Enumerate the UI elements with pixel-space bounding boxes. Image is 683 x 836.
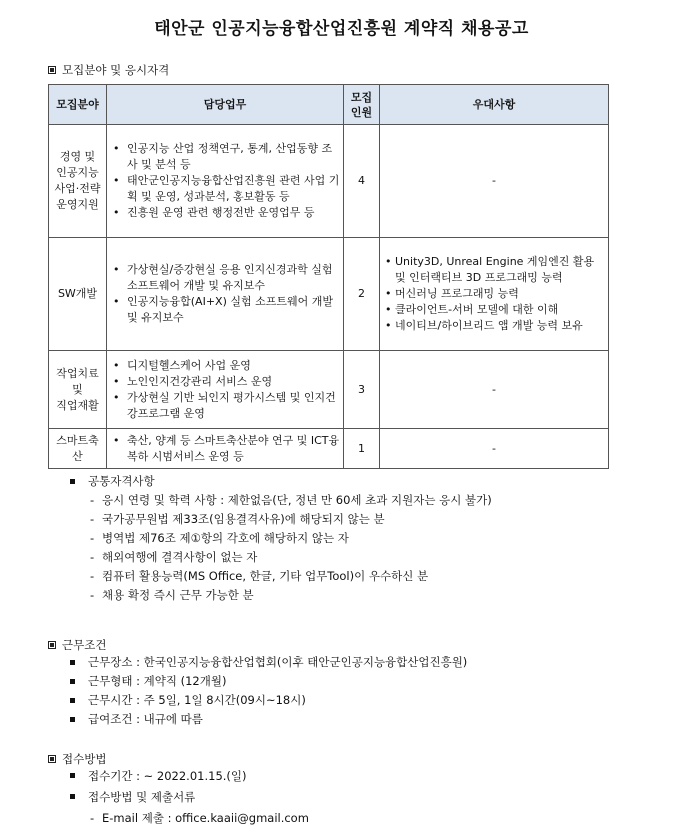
table-row xyxy=(49,125,609,238)
application-list xyxy=(68,766,668,829)
section-label: 근무조건 xyxy=(62,638,107,652)
duty-item: • 디지털헬스케어 사업 운영 xyxy=(110,358,340,374)
preference-cell: - xyxy=(380,125,609,238)
table-row xyxy=(49,238,609,351)
field-cell: 스마트축 산 xyxy=(49,429,107,469)
list-item: 급여조건 : 내규에 따름 xyxy=(68,710,668,729)
field-cell: 작업치료 및 직업재활 xyxy=(49,351,107,429)
preference-item: • 머신러닝 프로그래밍 능력 xyxy=(383,286,605,302)
count-cell: 3 xyxy=(344,351,380,429)
list-item: - 국가공무원법 제33조(임용결격사유)에 해당되지 않는 분 xyxy=(88,510,668,529)
preference-item: • 네이티브/하이브리드 앱 개발 능력 보유 xyxy=(383,318,605,334)
count-cell: 4 xyxy=(344,125,380,238)
common-qualifications xyxy=(68,472,668,605)
list-item: - 컴퓨터 활용능력(MS Office, 한글, 기타 업무Tool)이 우수하신 분 xyxy=(88,567,668,586)
header-count: 모집 인원 xyxy=(344,85,380,125)
square-bullet-icon xyxy=(48,641,56,649)
duty-cell xyxy=(107,125,344,238)
preference-item: • Unity3D, Unreal Engine 게임엔진 활용 및 인터랙티브 3D 프로그래밍 능력 xyxy=(383,254,605,286)
table-header-row xyxy=(49,85,609,125)
section-label: 접수방법 xyxy=(62,752,107,766)
preference-cell xyxy=(380,238,609,351)
common-label: 공통자격사항 xyxy=(68,472,668,491)
field-cell: SW개발 xyxy=(49,238,107,351)
page-title: 태안군 인공지능융합산업진흥원 계약직 채용공고 xyxy=(154,19,529,39)
list-item: 근무시간 : 주 5일, 1일 8시간(09시~18시) xyxy=(68,691,668,710)
section-label: 모집분야 및 응시자격 xyxy=(62,63,170,77)
list-item: - 병역법 제76조 제①항의 각호에 해당하지 않는 자 xyxy=(88,529,668,548)
application-method: 접수방법 및 제출서류 xyxy=(68,787,668,808)
square-bullet-icon xyxy=(48,66,56,74)
duty-cell xyxy=(107,238,344,351)
preference-item: • 클라이언트-서버 모델에 대한 이해 xyxy=(383,302,605,318)
section-application xyxy=(48,751,106,767)
section-recruitment xyxy=(48,62,169,78)
duty-item: • 축산, 양계 등 스마트축산분야 연구 및 ICT융복하 시범서비스 운영 등 xyxy=(110,433,340,465)
preference-cell: - xyxy=(380,351,609,429)
header-duty: 담당업무 xyxy=(107,85,344,125)
common-list xyxy=(68,491,668,605)
application-period: 접수기간 : ~ 2022.01.15.(일) xyxy=(68,766,668,787)
count-cell: 1 xyxy=(344,429,380,469)
duty-item: • 인공지능융합(AI+X) 실험 소프트웨어 개발 및 유지보수 xyxy=(110,294,340,326)
duty-item: • 인공지능 산업 정책연구, 통계, 산업동향 조사 및 분석 등 xyxy=(110,141,340,173)
list-item: - 응시 연령 및 학력 사항 : 제한없음(단, 정년 만 60세 초과 지원자는 응시 불가) xyxy=(88,491,668,510)
duty-cell xyxy=(107,429,344,469)
duty-item: • 노인인지건강관리 서비스 운영 xyxy=(110,374,340,390)
list-item: 근무형태 : 계약직 (12개월) xyxy=(68,672,668,691)
application-email: - E-mail 제출 : office.kaaii@gmail.com xyxy=(88,808,668,829)
section-work-conditions xyxy=(48,637,106,653)
work-conditions-list xyxy=(68,653,668,729)
duty-item: • 가상현실 기반 뇌인지 평가시스템 및 인지건강프로그램 운영 xyxy=(110,390,340,422)
table-row xyxy=(49,351,609,429)
count-cell: 2 xyxy=(344,238,380,351)
duty-item: • 태안군인공지능융합산업진흥원 관련 사업 기획 및 운영, 성과분석, 홍보활동 등 xyxy=(110,173,340,205)
field-cell: 경영 및 인공지능 사업·전략 운영지원 xyxy=(49,125,107,238)
duty-item: • 가상현실/증강현실 응용 인지신경과학 실험 소프트웨어 개발 및 유지보수 xyxy=(110,262,340,294)
list-item: 근무장소 : 한국인공지능융합산업협회(이후 태안군인공지능융합산업진흥원) xyxy=(68,653,668,672)
duty-item: • 진흥원 운영 관련 행정전반 운영업무 등 xyxy=(110,205,340,221)
header-field: 모집분야 xyxy=(49,85,107,125)
preference-cell: - xyxy=(380,429,609,469)
recruitment-table xyxy=(48,84,609,469)
header-preference: 우대사항 xyxy=(380,85,609,125)
square-bullet-icon xyxy=(48,755,56,763)
duty-cell xyxy=(107,351,344,429)
list-item: - 해외여행에 결격사항이 없는 자 xyxy=(88,548,668,567)
list-item: - 채용 확정 즉시 근무 가능한 분 xyxy=(88,586,668,605)
table-row xyxy=(49,429,609,469)
